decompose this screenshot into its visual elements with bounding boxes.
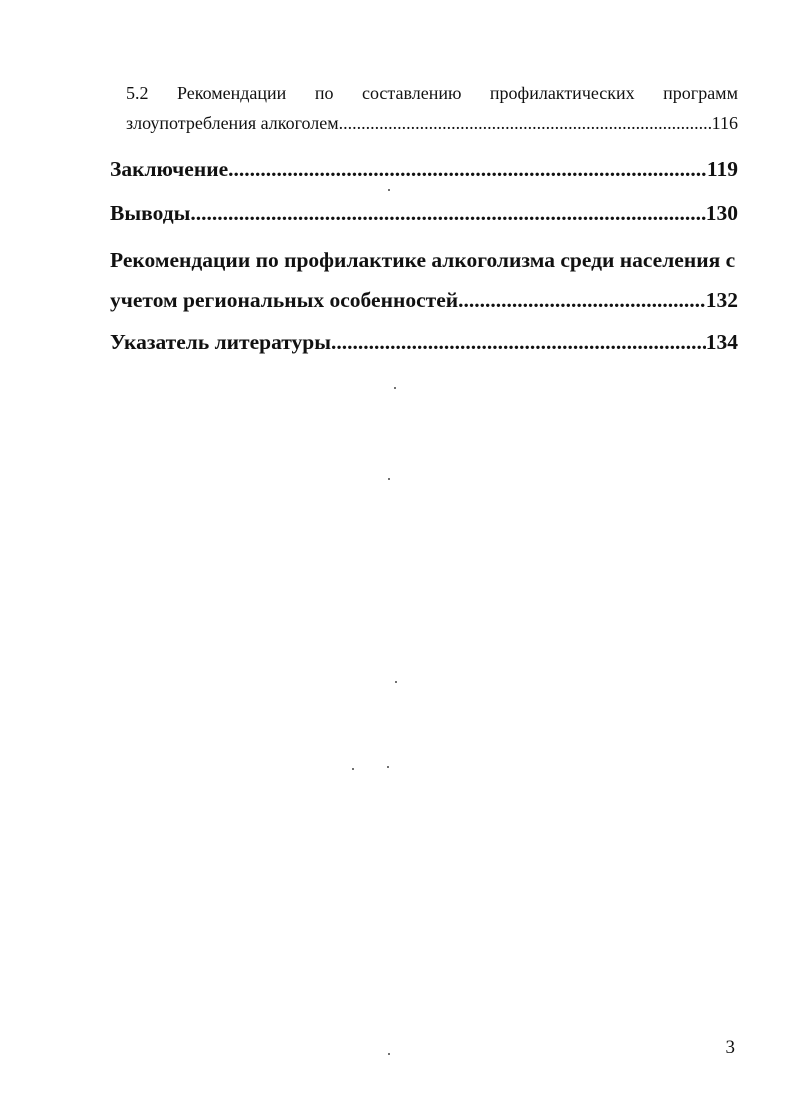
toc-entry-5-2 <box>110 78 738 138</box>
page-number: 3 <box>725 1037 735 1058</box>
dot-leader <box>190 198 705 228</box>
toc-entry-page: 132 <box>705 288 738 312</box>
toc-entry-references <box>110 322 738 362</box>
dot-leader <box>343 108 712 138</box>
toc-entry-title-line1: Рекомендации по профилактике алкоголизма среди населения с <box>110 248 736 272</box>
toc-entry-5-2-line2 <box>110 108 738 138</box>
toc-entry-conclusion <box>110 154 738 184</box>
toc-entry-5-2-page: 116 <box>711 113 738 133</box>
dot-leader <box>228 154 707 184</box>
scan-speck <box>394 387 396 389</box>
toc-entry-title: Указатель литературы. <box>110 330 337 354</box>
toc-entry-title: Заключение <box>110 157 229 181</box>
scan-speck <box>388 189 390 191</box>
toc-entry-5-2-line1 <box>110 78 738 108</box>
toc-entry-line2 <box>110 280 738 320</box>
scan-speck <box>395 681 397 683</box>
toc-entry-recommendations <box>110 240 738 320</box>
toc-entry-5-2-word: Рекомендации <box>177 83 287 103</box>
toc-entry-findings <box>110 198 738 228</box>
scan-speck <box>387 766 389 768</box>
dot-leader <box>336 322 705 362</box>
scan-speck <box>388 478 390 480</box>
toc-entry-5-2-word: программ <box>663 83 738 103</box>
dot-leader <box>458 280 706 320</box>
toc-entry-title: Выводы <box>110 201 191 225</box>
toc-entry-5-2-word: составлению <box>361 83 462 103</box>
toc-entry-5-2-title-cont: злоупотребления алкоголем. <box>126 113 344 133</box>
toc-entry-5-2-word: по <box>314 83 334 103</box>
toc-entry-title-line2: учетом региональных особенностей <box>110 288 459 312</box>
toc-entry-page: 134 <box>705 330 738 354</box>
toc-entry-page: 130 <box>705 201 738 225</box>
table-of-contents <box>110 78 738 362</box>
scan-speck <box>352 768 354 770</box>
scan-speck <box>388 1053 390 1055</box>
toc-entry-5-2-word: профилактических <box>489 83 635 103</box>
toc-entry-5-2-number: 5.2 <box>126 83 149 103</box>
toc-entry-page: 119 <box>706 157 738 181</box>
